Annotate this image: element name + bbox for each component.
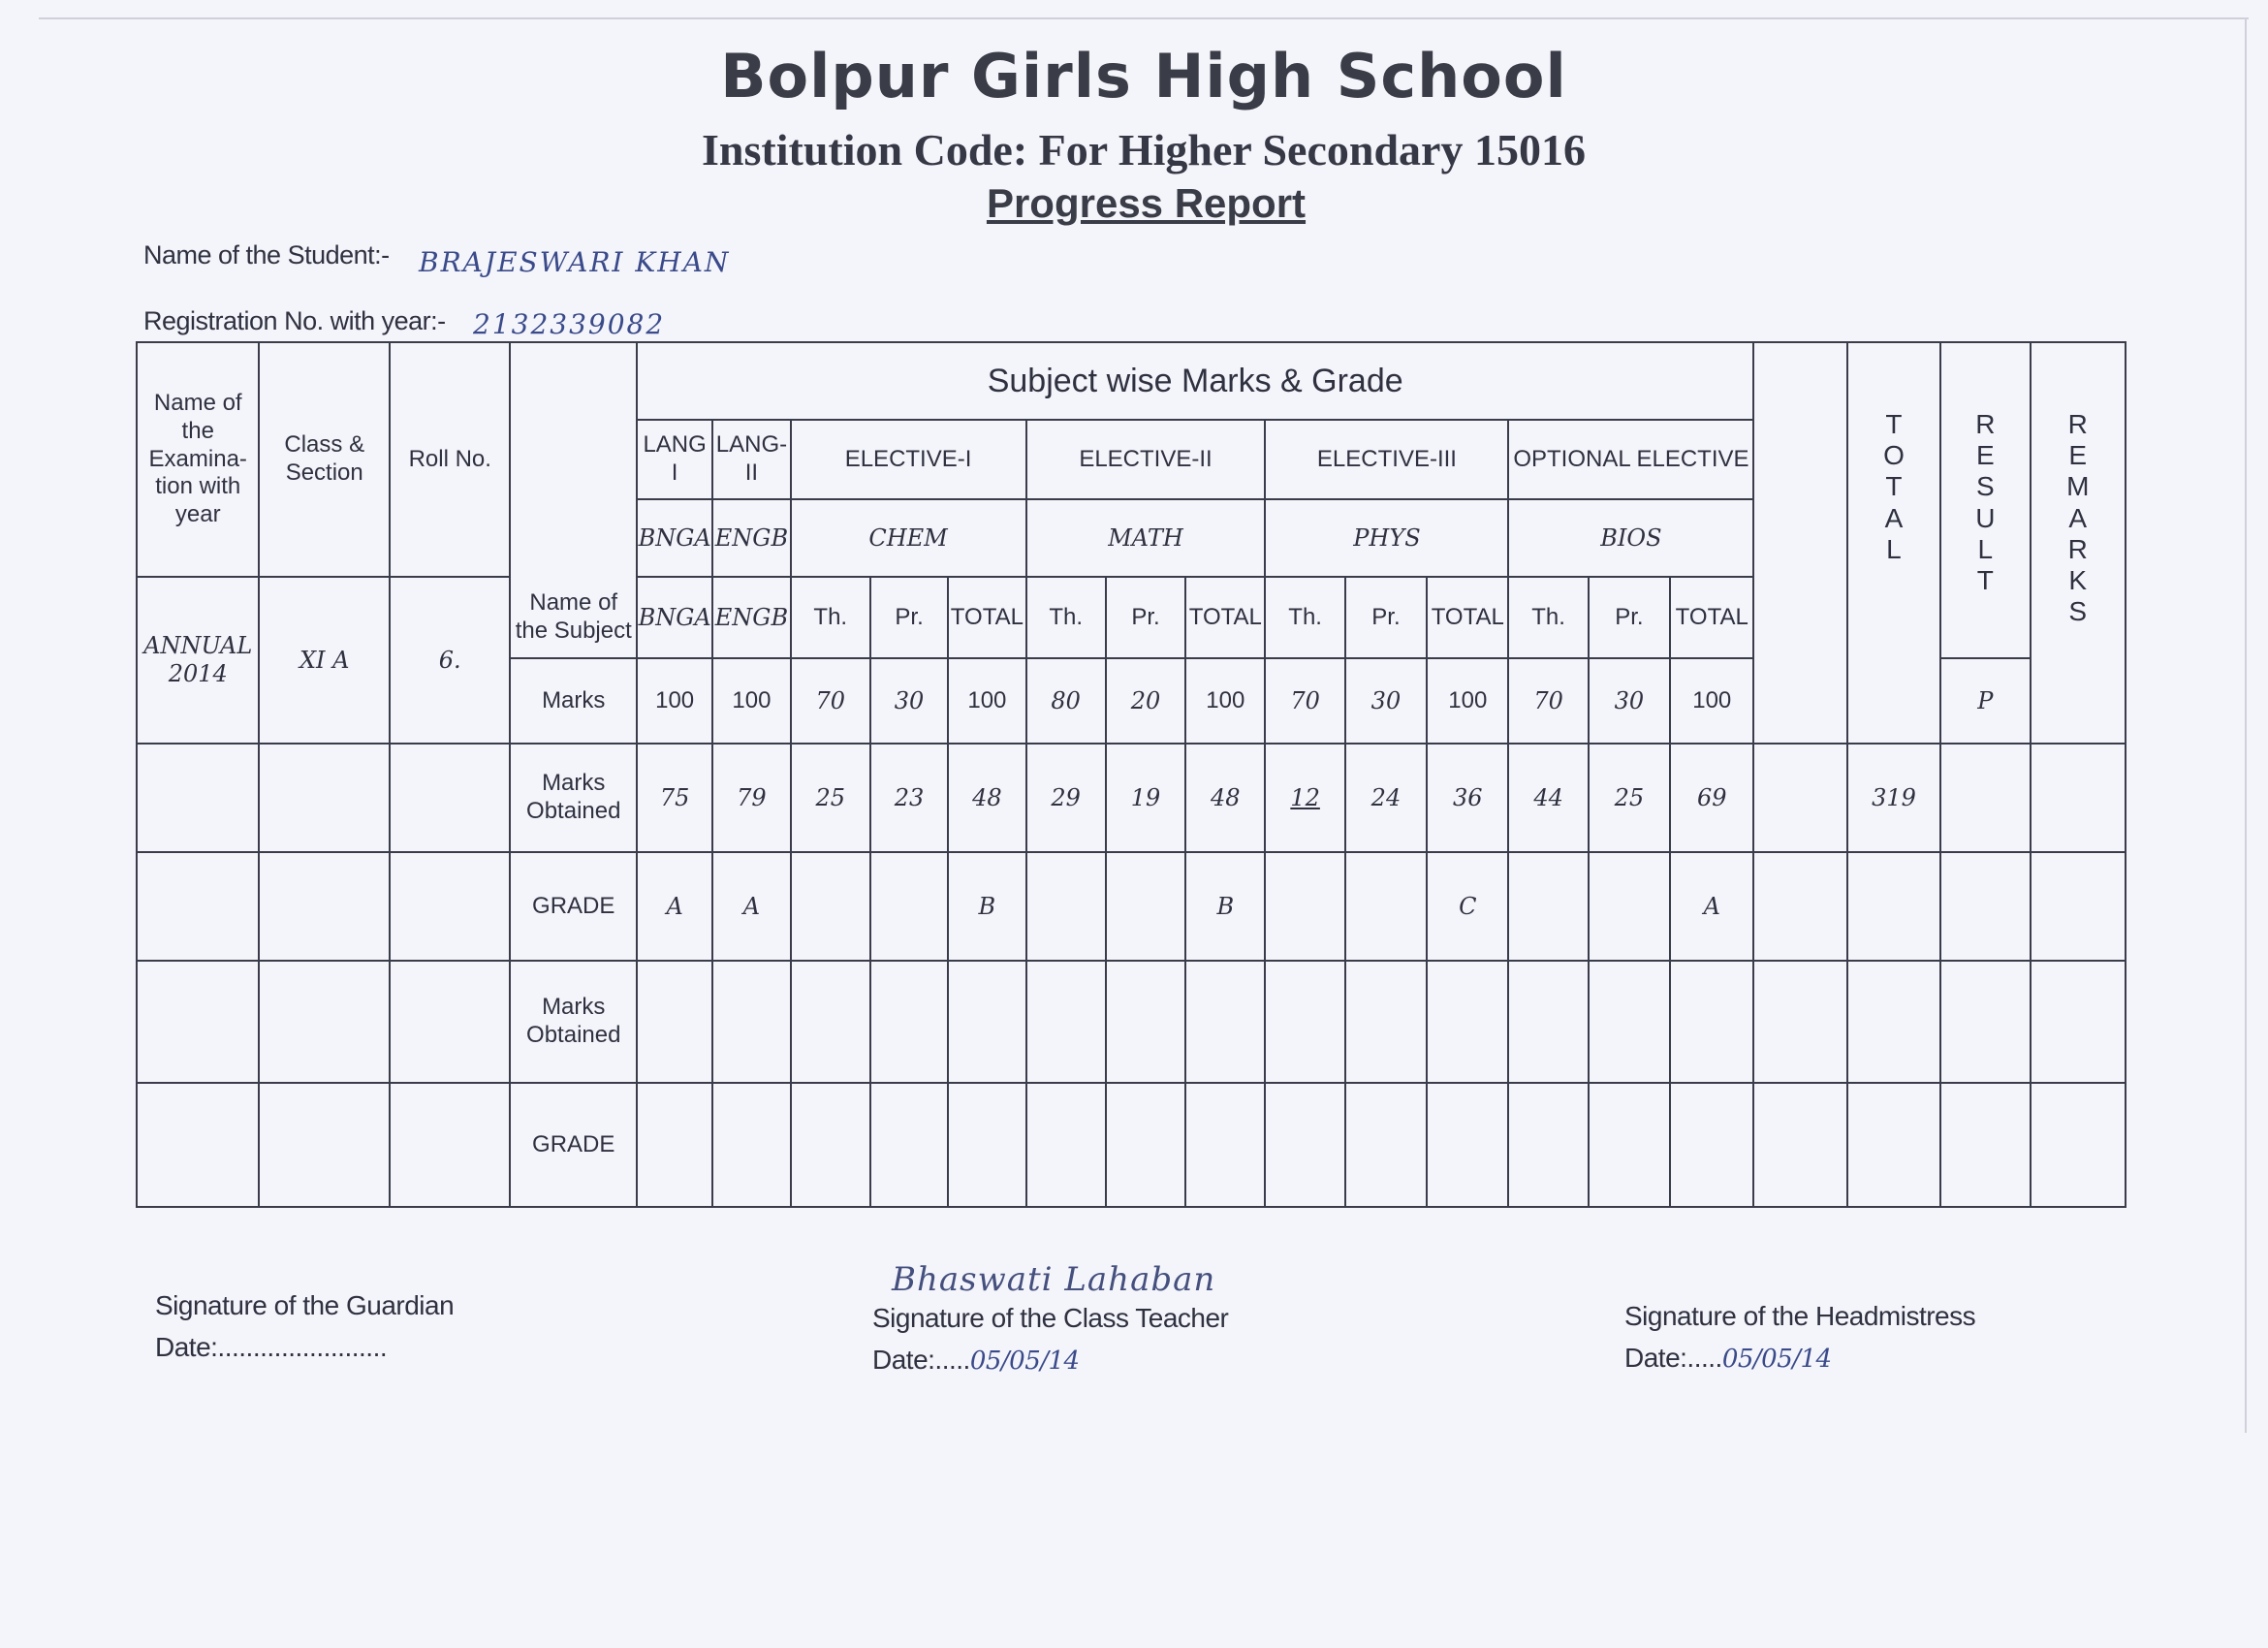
row-label-marks-obtained: Marks Obtained bbox=[510, 744, 637, 852]
roll-column-header: Roll No. bbox=[390, 342, 510, 577]
full-marks-cell: 100 bbox=[1670, 658, 1753, 744]
grade-cell: A bbox=[637, 852, 712, 961]
remarks-blank bbox=[2031, 852, 2126, 961]
headmistress-date-value: 05/05/14 bbox=[1721, 1345, 1832, 1375]
row-label-grade-2: GRADE bbox=[510, 1083, 637, 1207]
full-marks-cell: 30 bbox=[1345, 658, 1427, 744]
grade-cell: A bbox=[1670, 852, 1753, 961]
obtained-cell: 24 bbox=[1345, 744, 1427, 852]
sub-col-pr: Pr. bbox=[1345, 577, 1427, 658]
student-name-value: BRAJESWARI KHAN bbox=[419, 246, 731, 278]
exam-value: ANNUAL 2014 bbox=[137, 577, 259, 744]
subject-code-lang1-repeat: BNGA bbox=[637, 577, 712, 658]
subject-wise-header: Subject wise Marks & Grade bbox=[637, 342, 1753, 420]
full-marks-cell: 100 bbox=[712, 658, 790, 744]
table-row-grade bbox=[137, 852, 2126, 961]
subject-code-optional: BIOS bbox=[1508, 499, 1753, 577]
roll-blank bbox=[390, 744, 510, 852]
full-marks-cell: 100 bbox=[1427, 658, 1508, 744]
group-elective2: ELECTIVE-II bbox=[1026, 420, 1266, 499]
paper-top-edge bbox=[39, 17, 2249, 19]
report-title: Progress Report bbox=[986, 180, 1307, 226]
remarks-blank bbox=[2031, 744, 2126, 852]
grade-cell: C bbox=[1427, 852, 1508, 961]
teacher-date-value: 05/05/14 bbox=[969, 1347, 1080, 1377]
total-blank bbox=[1847, 852, 1940, 961]
row-label-grade: GRADE bbox=[510, 852, 637, 961]
full-marks-cell: 100 bbox=[1185, 658, 1265, 744]
teacher-handwritten-signature: Bhaswati Lahaban bbox=[892, 1260, 1216, 1299]
grade-cell: B bbox=[1185, 852, 1265, 961]
full-marks-cell: 30 bbox=[1589, 658, 1670, 744]
sub-col-th: Th. bbox=[1026, 577, 1106, 658]
obtained-cell: 19 bbox=[1106, 744, 1185, 852]
obtained-cell: 36 bbox=[1427, 744, 1508, 852]
group-lang1: LANG I bbox=[637, 420, 712, 499]
registration-value: 2132339082 bbox=[473, 308, 666, 340]
grade-cell bbox=[791, 852, 870, 961]
full-marks-cell: 20 bbox=[1106, 658, 1185, 744]
exam-blank bbox=[137, 744, 259, 852]
subject-name-header: Name of the Subject bbox=[510, 342, 637, 658]
row-label-marks-obtained-2: Marks Obtained bbox=[510, 961, 637, 1083]
teacher-signature-block bbox=[872, 1297, 1228, 1381]
sub-col-th: Th. bbox=[1265, 577, 1344, 658]
obtained-cell: 12 bbox=[1265, 744, 1344, 852]
result-value: P bbox=[1940, 658, 2030, 744]
full-marks-cell: 100 bbox=[948, 658, 1025, 744]
blank-cell bbox=[1753, 852, 1846, 961]
subject-code-elective1: CHEM bbox=[791, 499, 1026, 577]
obtained-cell: 25 bbox=[791, 744, 870, 852]
obtained-cell: 48 bbox=[948, 744, 1025, 852]
teacher-date-label: Date:..... bbox=[872, 1345, 970, 1376]
sub-col-total: TOTAL bbox=[1670, 577, 1753, 658]
sub-col-total: TOTAL bbox=[1185, 577, 1265, 658]
obtained-cell: 69 bbox=[1670, 744, 1753, 852]
subject-code-elective2: MATH bbox=[1026, 499, 1266, 577]
blank-cell bbox=[1753, 744, 1846, 852]
grade-cell bbox=[1026, 852, 1106, 961]
exam-blank bbox=[137, 852, 259, 961]
table-row-marks-obtained bbox=[137, 744, 2126, 852]
class-value: XI A bbox=[259, 577, 390, 744]
result-column-header: R E S U L T bbox=[1940, 342, 2030, 658]
row-label-marks: Marks bbox=[510, 658, 637, 744]
headmistress-date-label: Date:..... bbox=[1624, 1343, 1722, 1374]
group-lang2: LANG-II bbox=[712, 420, 790, 499]
teacher-signature-label: Signature of the Class Teacher bbox=[872, 1303, 1229, 1333]
student-name-label: Name of the Student:- bbox=[143, 240, 390, 269]
full-marks-cell: 30 bbox=[870, 658, 948, 744]
grade-cell bbox=[1589, 852, 1670, 961]
blank-column bbox=[1753, 342, 1846, 744]
roll-value: 6. bbox=[390, 577, 510, 744]
roll-blank bbox=[390, 852, 510, 961]
obtained-cell: 79 bbox=[712, 744, 790, 852]
subject-code-lang2-repeat: ENGB bbox=[712, 577, 790, 658]
grade-cell bbox=[1508, 852, 1588, 961]
sub-col-pr: Pr. bbox=[870, 577, 948, 658]
table-row-grade-2 bbox=[137, 1083, 2126, 1207]
grade-cell: A bbox=[712, 852, 790, 961]
result-blank bbox=[1940, 744, 2030, 852]
obtained-cell: 23 bbox=[870, 744, 948, 852]
sub-col-pr: Pr. bbox=[1106, 577, 1185, 658]
sub-col-total: TOTAL bbox=[948, 577, 1025, 658]
group-elective3: ELECTIVE-III bbox=[1265, 420, 1508, 499]
grade-cell bbox=[1345, 852, 1427, 961]
full-marks-cell: 70 bbox=[1265, 658, 1344, 744]
school-name: Bolpur Girls High School bbox=[720, 41, 1567, 111]
full-marks-cell: 70 bbox=[791, 658, 870, 744]
obtained-cell: 44 bbox=[1508, 744, 1588, 852]
paper-right-edge bbox=[2245, 17, 2247, 1433]
class-column-header: Class & Section bbox=[259, 342, 390, 577]
obtained-cell: 29 bbox=[1026, 744, 1106, 852]
obtained-cell: 75 bbox=[637, 744, 712, 852]
remarks-column-header: R E M A R K S bbox=[2031, 342, 2126, 744]
grade-cell bbox=[1106, 852, 1185, 961]
guardian-date: Date:........................ bbox=[155, 1332, 388, 1363]
marks-table bbox=[136, 341, 2126, 1208]
group-optional: OPTIONAL ELECTIVE bbox=[1508, 420, 1753, 499]
subject-code-elective3: PHYS bbox=[1265, 499, 1508, 577]
table-row-marks-obtained-2 bbox=[137, 961, 2126, 1083]
institution-code: Institution Code: For Higher Secondary 15016 bbox=[702, 125, 1586, 174]
sub-col-pr: Pr. bbox=[1589, 577, 1670, 658]
group-elective1: ELECTIVE-I bbox=[791, 420, 1026, 499]
registration-label: Registration No. with year:- bbox=[143, 306, 446, 335]
class-blank bbox=[259, 744, 390, 852]
grade-cell bbox=[1265, 852, 1344, 961]
grade-cell: B bbox=[948, 852, 1025, 961]
sub-col-total: TOTAL bbox=[1427, 577, 1508, 658]
full-marks-cell: 100 bbox=[637, 658, 712, 744]
headmistress-signature-label: Signature of the Headmistress bbox=[1624, 1301, 1976, 1331]
obtained-cell: 48 bbox=[1185, 744, 1265, 852]
subject-code-lang2: ENGB bbox=[712, 499, 790, 577]
guardian-signature-block bbox=[155, 1284, 454, 1369]
obtained-cell: 25 bbox=[1589, 744, 1670, 852]
sub-col-th: Th. bbox=[791, 577, 870, 658]
result-blank bbox=[1940, 852, 2030, 961]
grade-cell bbox=[870, 852, 948, 961]
sub-col-th: Th. bbox=[1508, 577, 1588, 658]
full-marks-cell: 80 bbox=[1026, 658, 1106, 744]
exam-column-header: Name of the Examina-tion with year bbox=[137, 342, 259, 577]
subject-code-lang1: BNGA bbox=[637, 499, 712, 577]
total-column-header: T O T A L bbox=[1847, 342, 1940, 744]
headmistress-signature-block bbox=[1624, 1295, 1975, 1379]
guardian-signature-label: Signature of the Guardian bbox=[155, 1290, 455, 1320]
total-obtained-value: 319 bbox=[1847, 744, 1940, 852]
class-blank bbox=[259, 852, 390, 961]
full-marks-cell: 70 bbox=[1508, 658, 1588, 744]
